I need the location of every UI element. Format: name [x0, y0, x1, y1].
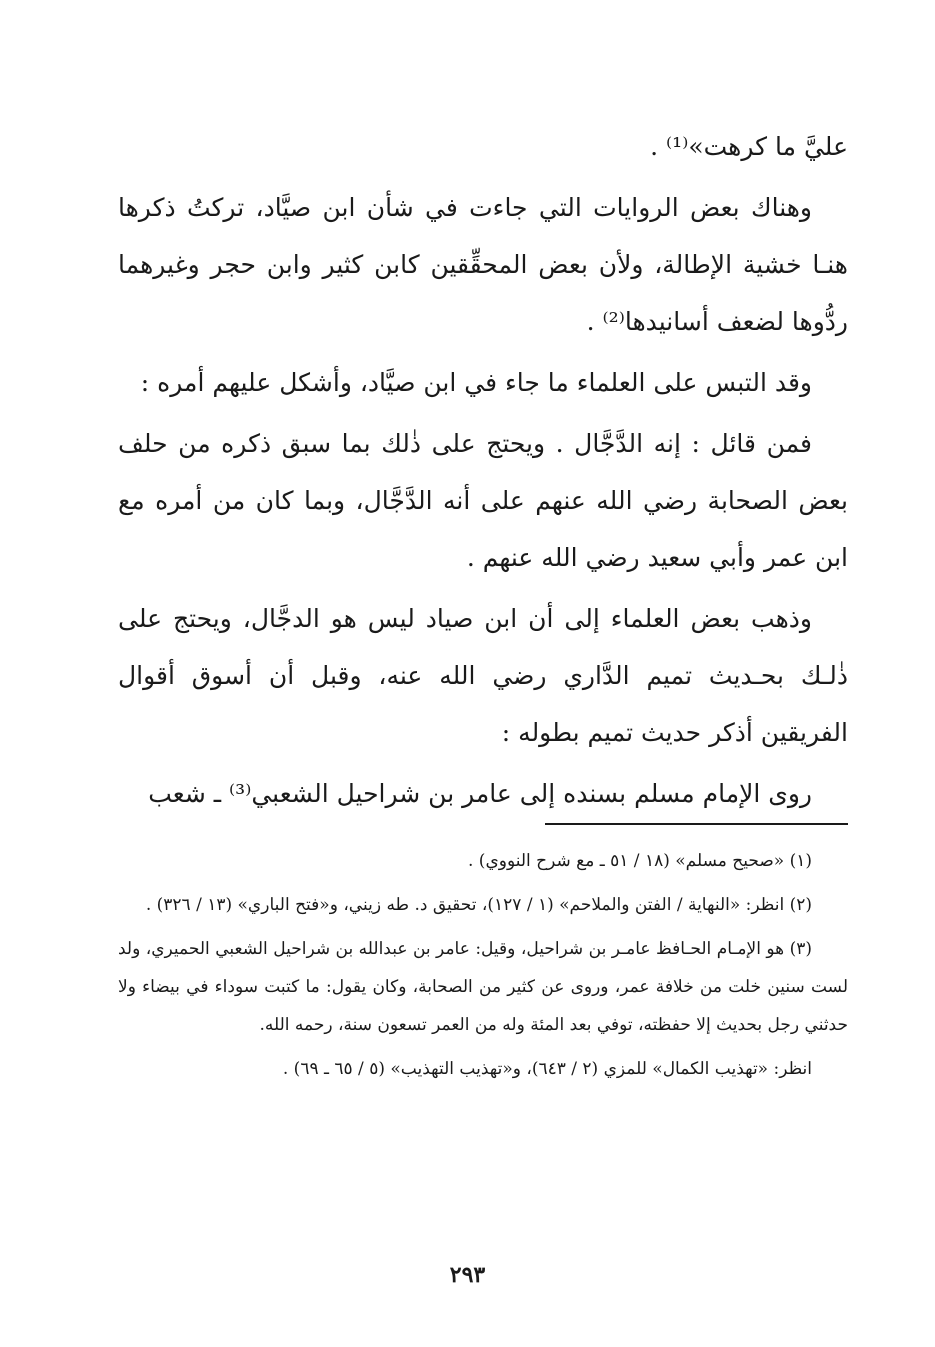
paragraph-5: وذهب بعض العلماء إلى أن ابن صياد ليس هو الدجَّال، ويحتج على ذٰلـك بحـديث تميم الدَّاري رضي الله عنه، وقبل أن أسوق أقوال الفريقين أذكر حديث تميم بطوله : [118, 604, 848, 747]
page-number: ٢٩٣ [449, 1262, 486, 1288]
footnote-separator [545, 823, 848, 825]
footnote-1: (١) «صحيح مسلم» (١٨ / ٥١ ـ مع شرح النووي) . [468, 851, 812, 871]
paragraph-3: وقد التبس على العلماء ما جاء في ابن صيَّاد، وأشكل عليهم أمره : [140, 368, 812, 397]
footnote-3: (٣) هو الإمـام الحـافظ عامـر بن شراحيل، وقيل: عامر بن عبدالله بن شراحيل الشعبي الحميري، ولد لست سنين خلت من خلافة عمر، وروى عن كثير من الصحابة، وكان يقول: ما كتبت سوداء في بيضاء ولا حدثني رجل بحديث إلا حفظته، توفي بعد المئة وله من العمر تسعون سنة، رحمه الله. [118, 939, 848, 1035]
paragraph-1: عليَّ ما كرهت»⁽¹⁾ . [650, 132, 848, 161]
paragraph-4: فمن قائل : إنه الدَّجَّال . ويحتج على ذٰلك بما سبق ذكره من حلف بعض الصحابة رضي الله عنهم على أنه الدَّجَّال، وبما كان من أمره مع ابن عمر وأبي سعيد رضي الله عنهم . [118, 429, 848, 572]
footnote-3-reference: انظر: «تهذيب الكمال» للمزي (٢ / ٦٤٣)، و«تهذيب التهذيب» (٥ / ٦٥ ـ ٦٩) . [282, 1059, 812, 1079]
main-text [118, 118, 848, 822]
paragraph-2: وهناك بعض الروايات التي جاءت في شأن ابن صيَّاد، تركتُ ذكرها هنـا خشية الإطالة، ولأن بعض المحقِّقين كابن كثير وابن حجر وغيرهما ردُّوها لضعف أسانيدها⁽²⁾ . [118, 193, 848, 336]
footnote-2: (٢) انظر: «النهاية / الفتن والملاحم» (١ / ١٢٧)، تحقيق د. طه زيني، و«فتح الباري» (١٣ / ٣٢٦) . [145, 895, 812, 915]
footnotes [118, 842, 848, 1094]
paragraph-6: روى الإمام مسلم بسنده إلى عامر بن شراحيل الشعبي⁽³⁾ ـ شعب [148, 779, 812, 808]
